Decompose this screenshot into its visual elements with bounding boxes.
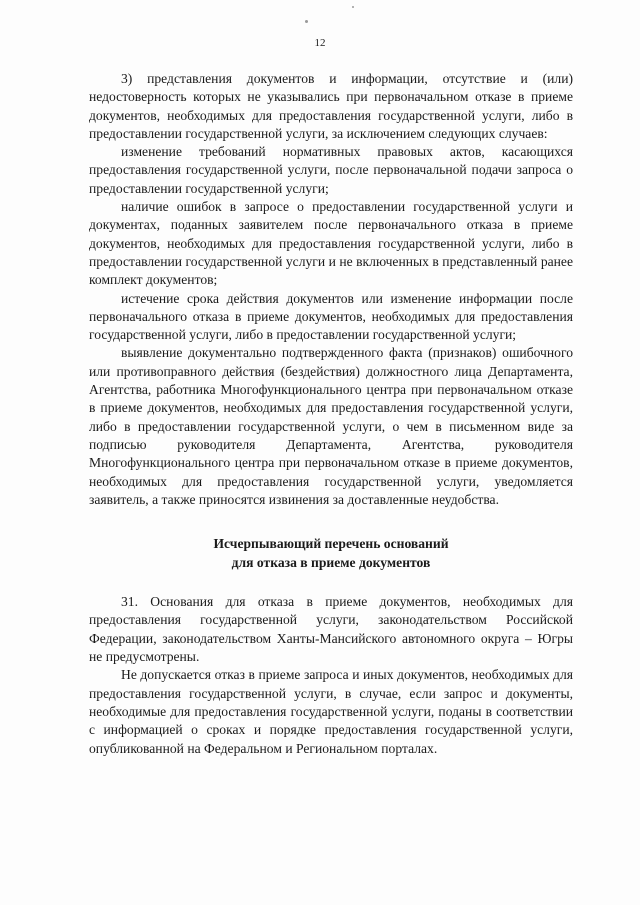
page-number: 12: [314, 37, 326, 49]
paragraph-exception-4: выявление документально подтвержденного факта (признаков) ошибочного или противоправного действия (бездействия) должностного лица Департамента, Агентства, работника Многофункционального центра при первоначальном отказе в приеме документов, необходимых для предоставления государственной услуги, либо в предоставлении государственной услуги, о чем в письменном виде за подписью руководителя Департамента, Агентства, руководителя Многофункционального центра при первоначальном отказе в приеме документов, необходимых для предоставления государственной услуги, уведомляется заявитель, а также приносятся извинения за доставленные неудобства.: [89, 345, 573, 507]
paragraph-31-continued: Не допускается отказ в приеме запроса и иных документов, необходимых для предоставления государственной услуги, в случае, если запрос и документы, необходимые для предоставления государственной услуги, поданы в соответствии с информацией о сроках и порядке предоставления государственной услуги, опубликованной на Федеральном и Региональном порталах.: [89, 667, 573, 756]
paragraph-exception-1: изменение требований нормативных правовых актов, касающихся предоставления государственной услуги, после первоначальной подачи запроса о предоставлении государственной услуги;: [89, 144, 573, 196]
document-body: [89, 70, 573, 758]
paragraph-item-3: 3) представления документов и информации, отсутствие и (или) недостоверность которых не указывались при первоначальном отказе в приеме документов, необходимых для предоставления государственной услуги, либо в предоставлении государственной услуги, за исключением следующих случаев:: [89, 71, 573, 141]
section-heading-line-2: для отказа в приеме документов: [231, 554, 431, 570]
scan-speck: [305, 20, 308, 23]
paragraph-exception-3: истечение срока действия документов или изменение информации после первоначального отказа в приеме документов, необходимых для предоставления государственной услуги, либо в предоставлении государственной услуги;: [89, 290, 573, 343]
paragraph-31: 31. Основания для отказа в приеме документов, необходимых для предоставления государственной услуги, законодательством Российской Федерации, законодательством Ханты-Мансийского автономного округа – Югры не предусмотрены.: [89, 594, 573, 665]
scan-speck: [352, 6, 354, 8]
section-heading-line-1: Исчерпывающий перечень оснований: [213, 536, 449, 552]
section-heading: [89, 535, 573, 572]
spacer: [89, 572, 573, 593]
paragraph-exception-2: наличие ошибок в запросе о предоставлении государственной услуги и документах, поданных заявителем после первоначального отказа в приеме документов, необходимых для предоставления государственной услуги, либо в предоставлении государственной услуги и не включенных в представленный ранее комплект документов;: [89, 199, 573, 288]
